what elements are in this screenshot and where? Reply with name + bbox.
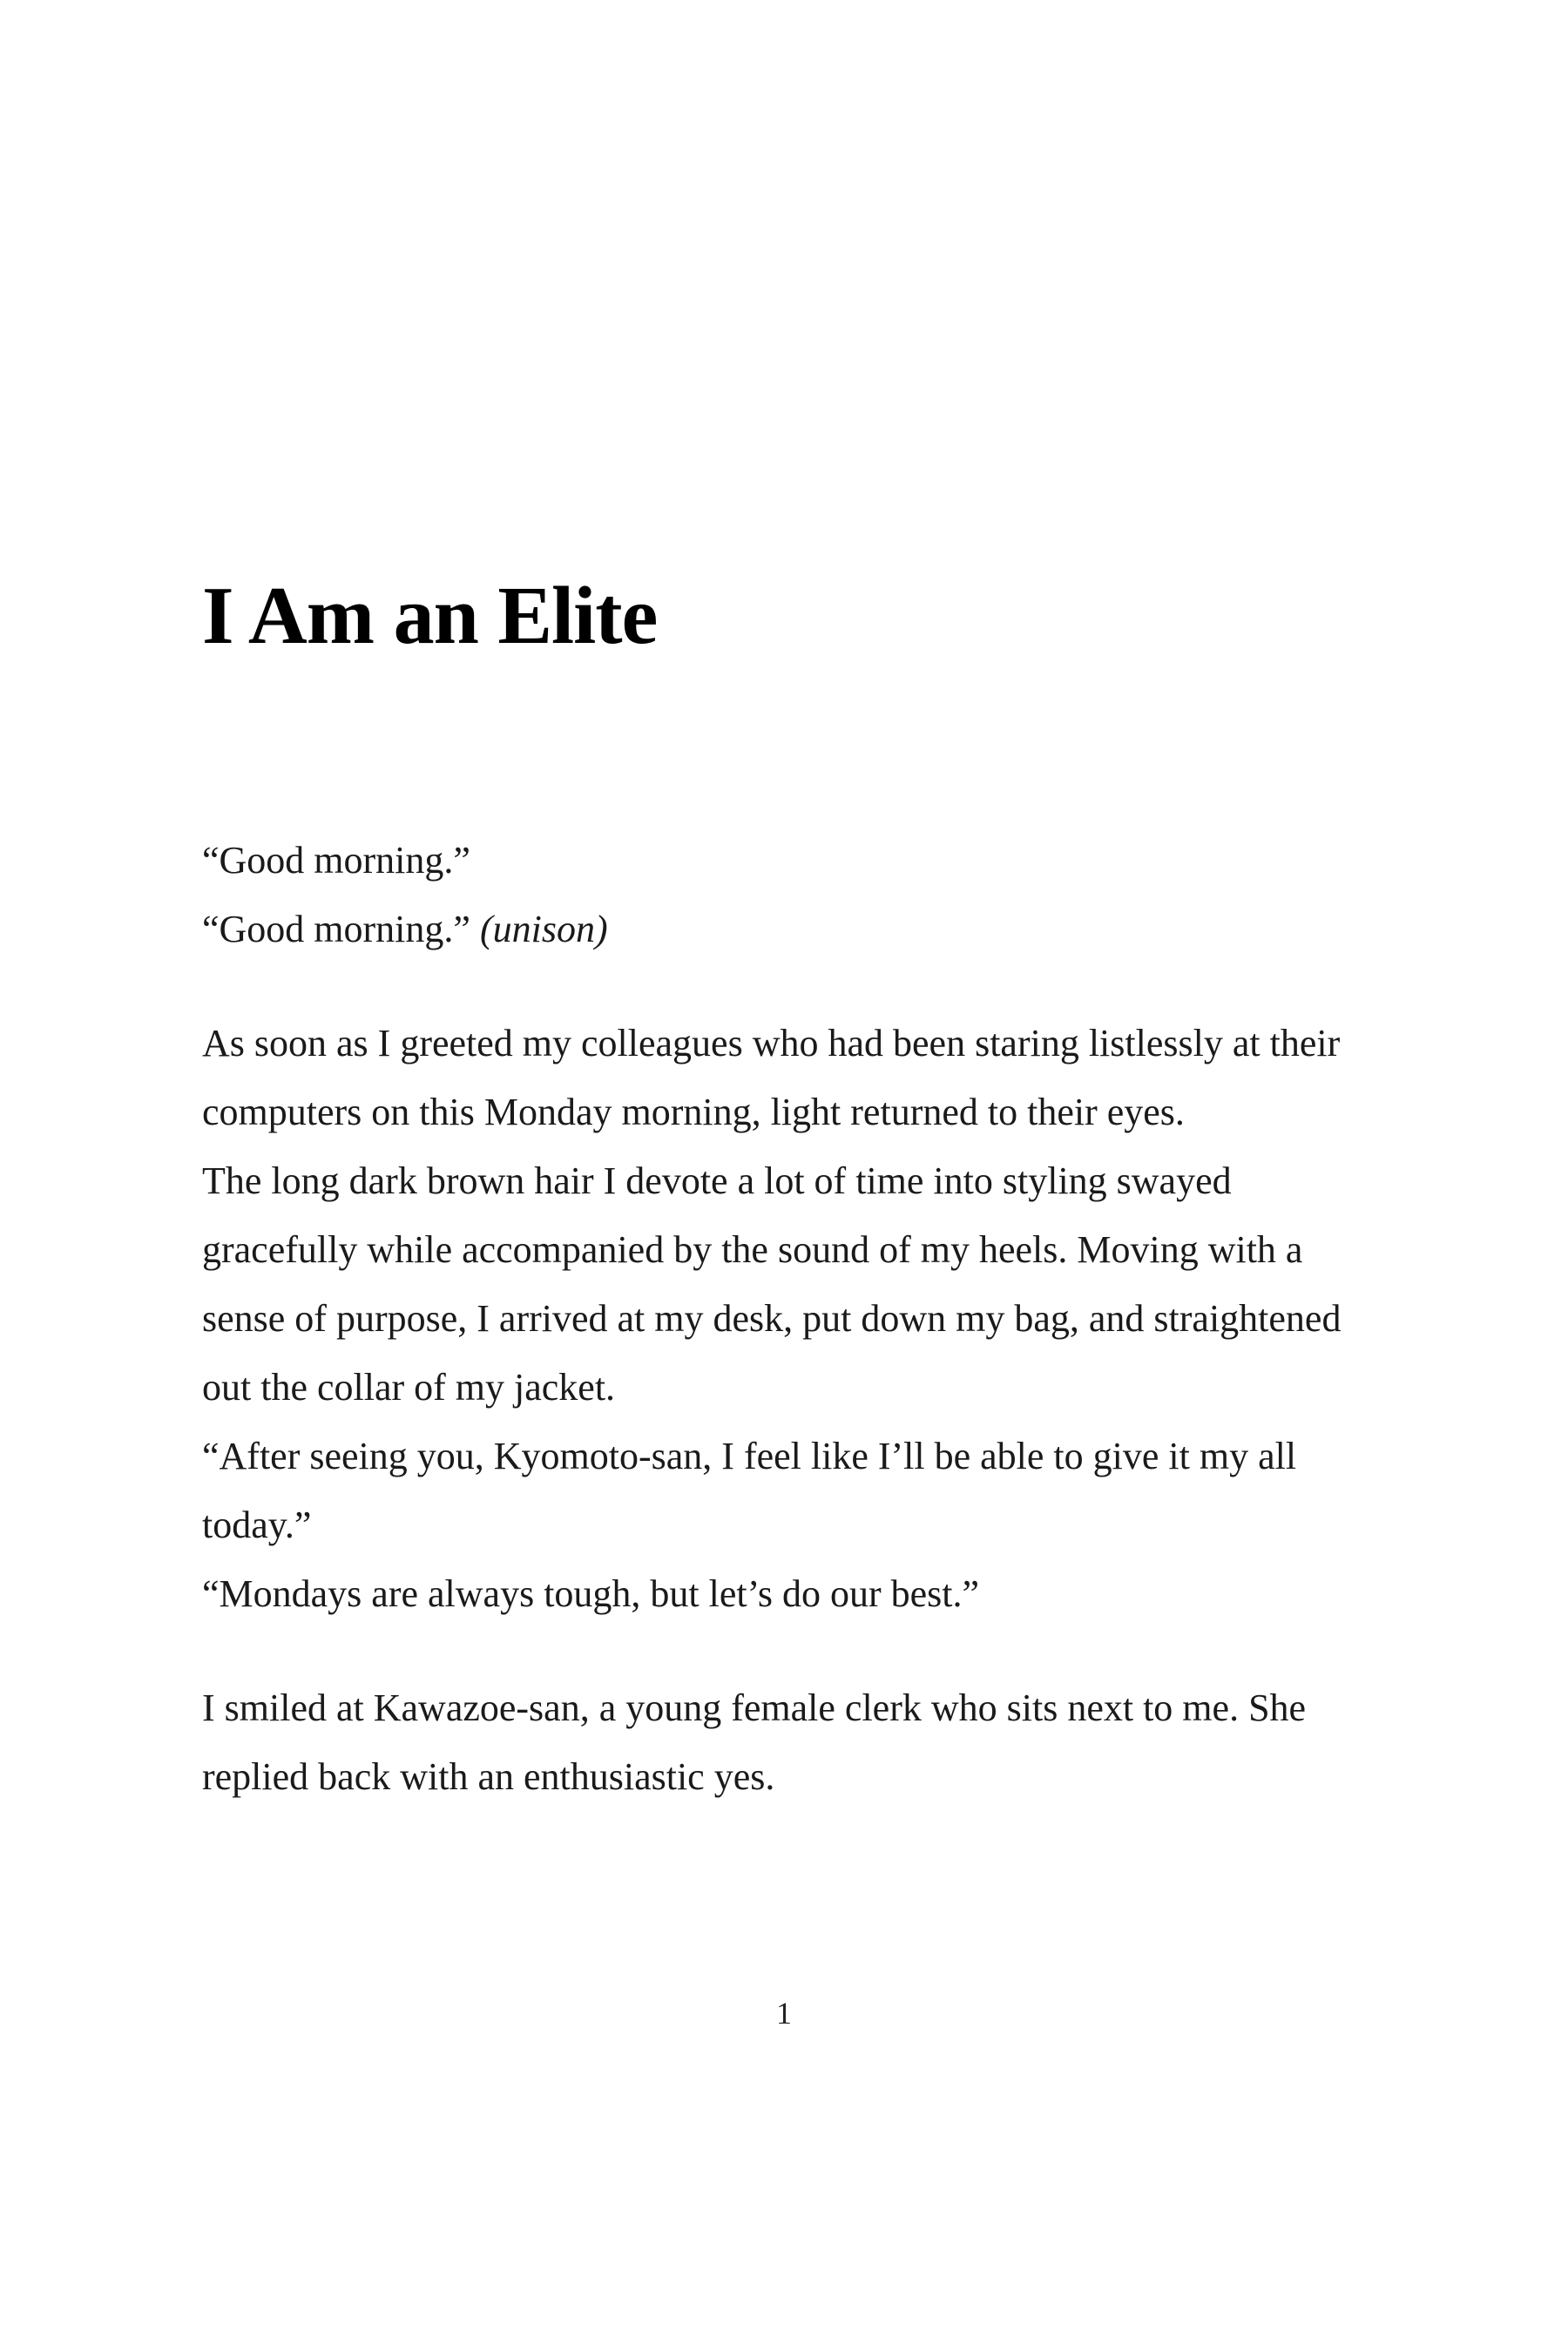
dialogue-line: today.”	[202, 1504, 312, 1546]
paragraph-smile	[202, 1673, 1366, 1811]
paragraph-hair	[202, 1146, 1366, 1422]
dialogue-block-greeting	[202, 826, 1366, 963]
page-content	[202, 568, 1366, 1811]
paragraph-line: computers on this Monday morning, light returned to their eyes.	[202, 1091, 1185, 1133]
paragraph-line: gracefully while accompanied by the sound of my heels. Moving with a	[202, 1228, 1303, 1271]
dialogue-text: “Good morning.”	[202, 908, 470, 950]
paragraph-line: replied back with an enthusiastic yes.	[202, 1755, 775, 1798]
paragraph-line: sense of purpose, I arrived at my desk, put down my bag, and straightened	[202, 1297, 1342, 1340]
paragraph-line: The long dark brown hair I devote a lot of time into styling swayed	[202, 1159, 1232, 1202]
dialogue-line: “Mondays are always tough, but let’s do our best.”	[202, 1572, 980, 1615]
paragraph-line: As soon as I greeted my colleagues who had been staring listlessly at their	[202, 1022, 1341, 1064]
page-number: 1	[776, 1996, 792, 2031]
chapter-title: I Am an Elite	[202, 571, 658, 661]
dialogue-line	[202, 895, 1366, 963]
dialogue-note: (unison)	[479, 908, 608, 950]
paragraph-greeting	[202, 1009, 1366, 1146]
dialogue-line: “After seeing you, Kyomoto-san, I feel like I’ll be able to give it my all	[202, 1435, 1297, 1477]
dialogue-block-kawazoe	[202, 1422, 1366, 1628]
paragraph-line: out the collar of my jacket.	[202, 1366, 616, 1409]
paragraph-line: I smiled at Kawazoe-san, a young female clerk who sits next to me. She	[202, 1686, 1307, 1729]
dialogue-line: “Good morning.”	[202, 839, 470, 882]
